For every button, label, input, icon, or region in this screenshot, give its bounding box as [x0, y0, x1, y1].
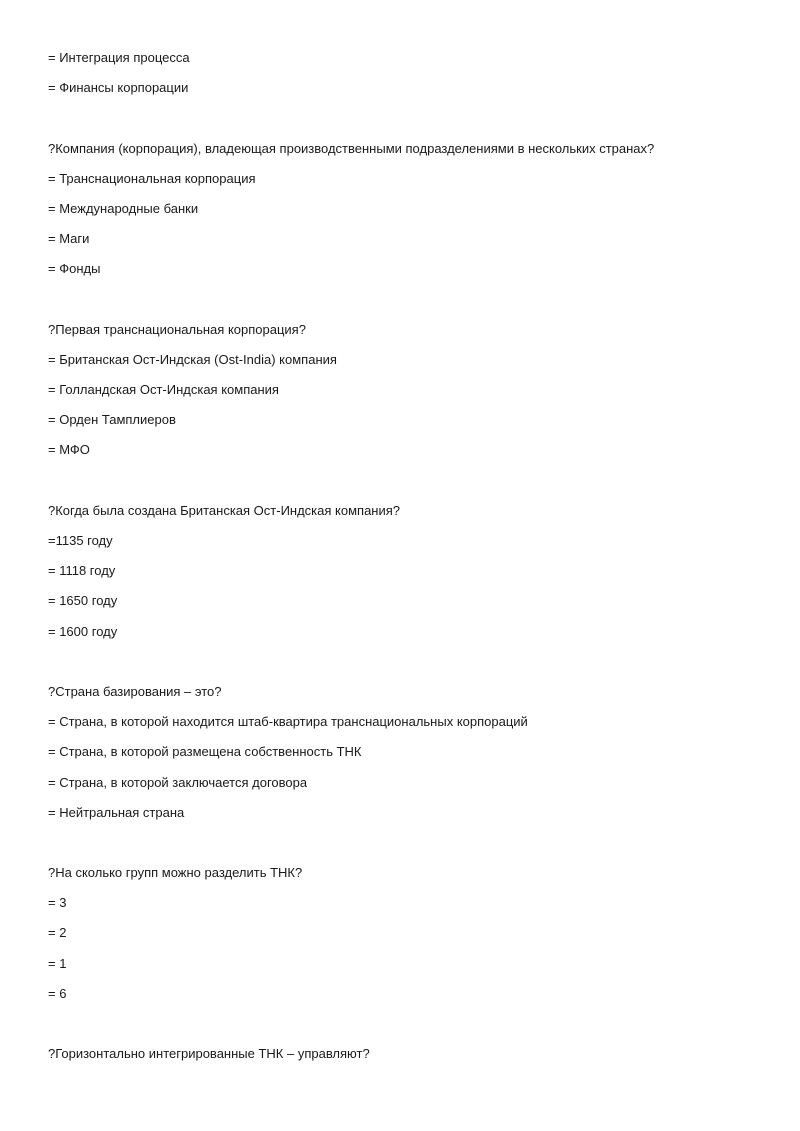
- question-text: ?Компания (корпорация), владеющая производственными подразделениями в нескольких странах?: [48, 140, 655, 156]
- blank-line: [48, 653, 760, 670]
- question-text: ?На сколько групп можно разделить ТНК?: [48, 865, 303, 881]
- answer-option: = Финансы корпорации: [48, 80, 189, 96]
- blank-line: [48, 109, 760, 126]
- answer-option: = Орден Тамплиеров: [48, 412, 176, 428]
- answer-option: = Британская Ост-Индская (Ost-India) компания: [48, 351, 337, 367]
- answer-option: = 1: [48, 955, 67, 971]
- blank-line: [48, 472, 760, 489]
- question-text: ?Горизонтально интегрированные ТНК – управляют?: [48, 1046, 370, 1062]
- answer-option: = Страна, в которой находится штаб-квартира транснациональных корпораций: [48, 714, 528, 730]
- answer-option: = МФО: [48, 442, 90, 458]
- answer-option: = 6: [48, 985, 67, 1001]
- question-text: ?Когда была создана Британская Ост-Индская компания?: [48, 502, 401, 518]
- answer-option: =1135 году: [48, 533, 113, 548]
- answer-option: = Фонды: [48, 261, 101, 277]
- answer-option: = Интеграция процесса: [48, 50, 190, 65]
- answer-option: = 1650 году: [48, 593, 118, 609]
- answer-option: = 3: [48, 895, 67, 911]
- answer-option: = Голландская Ост-Индская компания: [48, 382, 279, 398]
- blank-line: [48, 291, 760, 308]
- question-text: ?Первая транснациональная корпорация?: [48, 321, 306, 337]
- blank-line: [48, 1015, 760, 1032]
- answer-option: = Международные банки: [48, 200, 199, 216]
- answer-option: = 2: [48, 925, 67, 941]
- answer-option: = Страна, в которой заключается договора: [48, 774, 308, 790]
- answer-option: = 1118 году: [48, 563, 116, 579]
- answer-option: = Страна, в которой размещена собственность ТНК: [48, 744, 362, 760]
- answer-option: = Маги: [48, 231, 90, 247]
- answer-option: = 1600 году: [48, 623, 118, 639]
- blank-line: [48, 834, 760, 851]
- answer-option: = Транснациональная корпорация: [48, 170, 256, 186]
- question-text: ?Страна базирования – это?: [48, 683, 222, 699]
- answer-option: = Нейтральная страна: [48, 804, 185, 820]
